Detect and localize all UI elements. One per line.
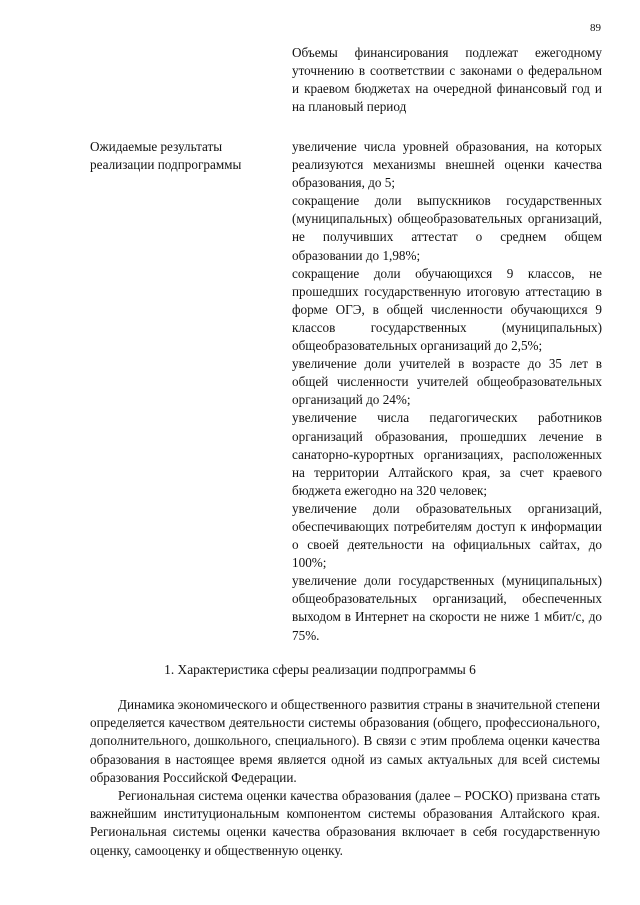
page-number: 89	[590, 22, 601, 34]
section-heading: 1. Характеристика сферы реализации подпрограммы 6	[164, 662, 476, 677]
funding-note: Объемы финансирования подлежат ежегодному уточнению в соответствии с законами о федеральном и краевом бюджетах на очередной финансовый год и на плановый период	[292, 45, 602, 115]
expected-result-item: увеличение числа педагогических работников организаций образования, прошедших лечение в санаторно-курортных организациях, расположенных на территории Алтайского края, за счет краевого бюджета ежегодно на 320 человек;	[292, 410, 602, 498]
expected-result-item: сокращение доли обучающихся 9 классов, не прошедших государственную итоговую аттестацию в форме ОГЭ, в общей численности обучающихся 9 классов государственных (муниципальных) общеобразовательных организаций до 2,5%;	[292, 265, 602, 354]
expected-results-list	[292, 138, 602, 645]
expected-results-label: Ожидаемые результаты реализации подпрограммы	[90, 139, 242, 172]
body-text	[90, 696, 600, 860]
body-paragraph: Динамика экономического и общественного развития страны в значительной степени определяется качеством деятельности системы образования (общего, профессионального, дополнительного, дошкольного, специального). В связи с этим проблема оценки качества образования в настоящее время является одной из самых актуальных для всей системы образования Российской Федерации.	[90, 697, 600, 785]
body-paragraph: Региональная система оценки качества образования (далее – РОСКО) призвана стать важнейшим институциональным компонентом системы образования Алтайского края. Региональная системы оценки качества образования включает в себя государственную оценку, самооценку и общественную оценку.	[90, 788, 600, 858]
expected-result-item: увеличение числа уровней образования, на которых реализуются механизмы внешней оценки качества образования, до 5;	[292, 139, 602, 191]
expected-result-item: увеличение доли учителей в возрасте до 35 лет в общей численности учителей общеобразовательных организаций до 24%;	[292, 356, 602, 408]
expected-result-item: сокращение доли выпускников государственных (муниципальных) общеобразовательных организаций, не получивших аттестат о среднем общем образовании до 1,98%;	[292, 193, 602, 263]
expected-result-item: увеличение доли образовательных организаций, обеспечивающих потребителям доступ к информации о своей деятельности на официальных сайтах, до 100%;	[292, 500, 602, 571]
expected-result-item: увеличение доли государственных (муниципальных) общеобразовательных организаций, обеспеченных выходом в Интернет на скорости не ниже 1 мбит/с, до 75%.	[292, 573, 602, 643]
